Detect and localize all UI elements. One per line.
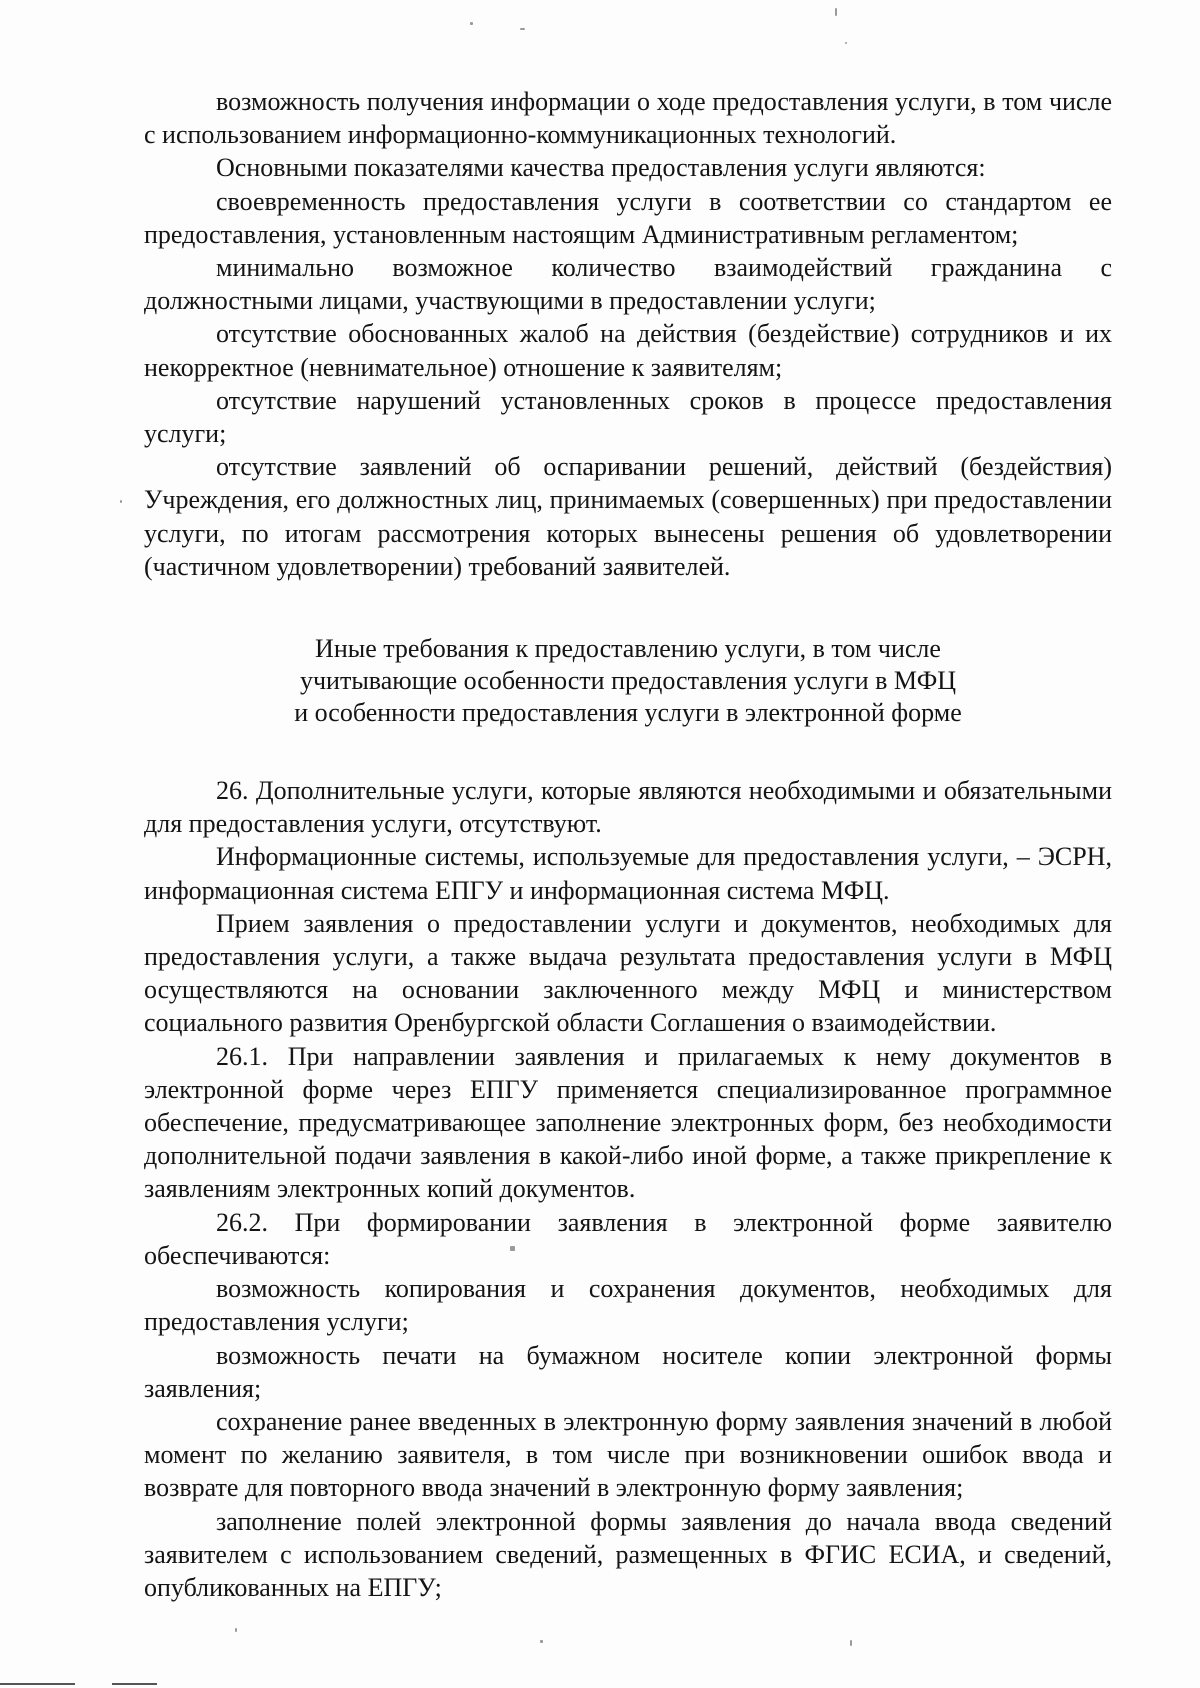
paragraph: Информационные системы, используемые для предоставления услуги, – ЭСРН, информационная система ЕПГУ и информационная система МФЦ. (144, 842, 1112, 905)
heading-line: учитывающие особенности предоставления услуги в МФЦ (299, 666, 957, 696)
paragraph: сохранение ранее введенных в электронную форму заявления значений в любой момент по желанию заявителя, в том числе при возникновении ошибок ввода и возврате для повторного ввода значений в электронную форму заявления; (144, 1406, 1112, 1503)
scan-speck (835, 8, 837, 16)
paragraph: возможность копирования и сохранения документов, необходимых для предоставления услуги; (144, 1274, 1112, 1337)
scan-speck (540, 1640, 543, 1643)
scan-speck (520, 28, 525, 30)
paragraph: своевременность предоставления услуги в соответствии со стандартом ее предоставления, установленным настоящим Административным регламентом; (144, 186, 1112, 249)
heading-line: и особенности предоставления услуги в электронной форме (294, 698, 962, 728)
scan-speck (235, 1628, 237, 1632)
scan-speck (850, 1640, 852, 1646)
scan-speck (120, 500, 122, 503)
scan-speck (470, 22, 473, 25)
scan-speck (845, 42, 847, 44)
paragraph: возможность получения информации о ходе предоставления услуги, в том числе с использованием информационно-коммуникационных технологий. (144, 87, 1112, 150)
paragraph: отсутствие нарушений установленных сроков в процессе предоставления услуги; (144, 385, 1112, 449)
section-heading (144, 633, 1112, 729)
paragraph: заполнение полей электронной формы заявления до начала ввода сведений заявителем с использованием сведений, размещенных в ФГИС ЕСИА, и сведений, опубликованных на ЕПГУ; (144, 1506, 1112, 1602)
scan-edge-line (112, 1683, 157, 1685)
paragraph: 26.2. При формировании заявления в электронной форме заявителю обеспечиваются: (144, 1207, 1112, 1270)
paragraph: Основными показателями качества предоставления услуги являются: (216, 153, 986, 183)
paragraph: 26.1. При направлении заявления и прилагаемых к нему документов в электронной форме через ЕПГУ применяется специализированное программное обеспечение, предусматривающее заполнение электронных форм, без необходимости дополнительной подачи заявления в какой-либо иной форме, а также прикрепление к заявлениям электронных копий документов. (144, 1041, 1112, 1204)
document-body (144, 85, 1112, 1604)
paragraph: Прием заявления о предоставлении услуги и документов, необходимых для предоставления услуги, а также выдача результата предоставления услуги в МФЦ осуществляются на основании заключенного между МФЦ и министерством социального развития Оренбургской области Соглашения о взаимодействии. (144, 908, 1112, 1038)
paragraph: отсутствие заявлений об оспаривании решений, действий (бездействия) Учреждения, его должностных лиц, принимаемых (совершенных) при предоставлении услуги, по итогам рассмотрения которых вынесены решения об удовлетворении (частичном удовлетворении) требований заявителей. (144, 452, 1112, 581)
scan-edge-line (0, 1683, 75, 1685)
paragraph: возможность печати на бумажном носителе копии электронной формы заявления; (144, 1340, 1112, 1403)
heading-line: Иные требования к предоставлению услуги, в том числе (315, 634, 941, 664)
paragraph: отсутствие обоснованных жалоб на действия (бездействие) сотрудников и их некорректное (невнимательное) отношение к заявителям; (144, 319, 1112, 382)
paragraph: 26. Дополнительные услуги, которые являются необходимыми и обязательными для предоставления услуги, отсутствуют. (144, 776, 1112, 839)
paragraph: минимально возможное количество взаимодействий гражданина с должностными лицами, участвующими в предоставлении услуги; (144, 253, 1112, 316)
